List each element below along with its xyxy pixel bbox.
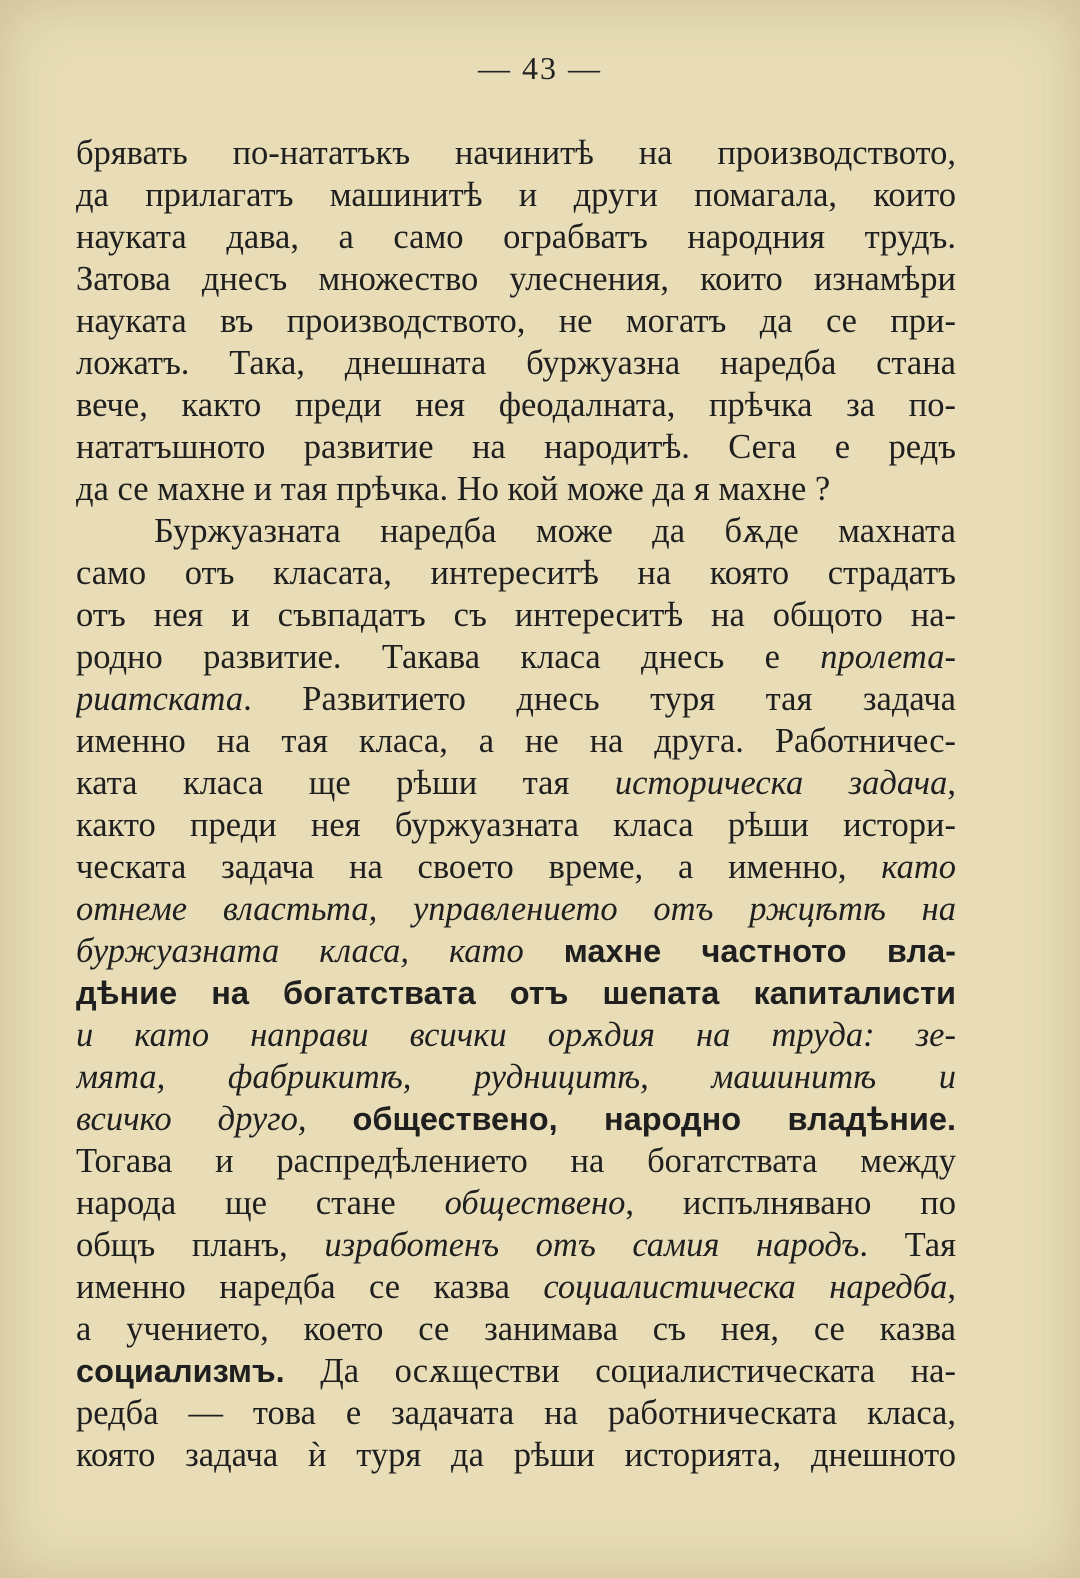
text-line [76,594,956,636]
text-line [76,426,956,468]
text-line [76,888,956,930]
italic-text: риатската [76,680,244,718]
italic-text: буржуазната класа, като [76,932,564,970]
text-segment: . Тая [859,1226,956,1264]
text-segment: както преди нея буржуазната класа рѣши истори- [76,806,956,844]
text-segment: родно развитие. Такава класа днесь е [76,638,821,676]
italic-text: пролета- [820,638,956,676]
text-line [76,300,956,342]
text-segment: Да осѫществи социалистическата на- [284,1352,956,1390]
text-segment: брявать по-нататъкъ начинитѣ на производството, [76,134,956,172]
text-segment: нататъшното развитие на народитѣ. Сега е редъ [76,428,956,466]
text-line [76,1266,956,1308]
text-line [76,1392,956,1434]
text-line [76,720,956,762]
text-line [76,762,956,804]
text-segment: само отъ класата, интереситѣ на която страдатъ [76,554,956,592]
text-segment: Тогава и распредѣлението на богатствата между [76,1142,956,1180]
text-line [76,468,956,510]
italic-text: всичко друго, [76,1100,353,1138]
bold-text: социализмъ. [76,1353,285,1389]
text-segment: а учението, което се занимава съ нея, се казва [76,1310,956,1348]
text-segment: общъ планъ, [76,1226,325,1264]
text-line [76,636,956,678]
text-segment: Буржуазната наредба може да бѫде махната [154,512,956,550]
body-text [76,132,956,1476]
italic-text: историческа задача [614,764,948,802]
text-segment: именно наредба се казва [76,1268,544,1306]
text-segment: да се махне и тая прѣчка. Но кой може да я махне ? [76,470,831,508]
text-line [76,384,956,426]
text-line [76,132,956,174]
text-line [76,510,956,552]
text-segment: , [947,1268,956,1306]
text-line [76,1140,956,1182]
text-segment: . Развитието днесь туря тая задача [243,680,956,718]
text-segment: науката въ производството, не могатъ да се при- [76,302,956,340]
italic-text: и като направи всички орѫдия на труда: зе- [76,1016,956,1054]
text-segment: ческата задача на своето време, а именно, [76,848,882,886]
text-line [76,846,956,888]
text-line [76,1434,956,1476]
italic-text: социалистическа наредба [543,1268,948,1306]
text-line [76,258,956,300]
text-segment: именно на тая класа, а не на друга. Работничес- [76,722,956,760]
bold-text: обществено, народно владѣние. [352,1101,956,1137]
text-line [76,1308,956,1350]
text-line [76,1098,956,1140]
text-segment: ката класа ще рѣши тая [76,764,615,802]
page-number: — 43 — [478,50,602,86]
text-line [76,342,956,384]
text-line [76,174,956,216]
text-line [76,1224,956,1266]
text-segment: отъ нея и съвпадатъ съ интереситѣ на общото на- [76,596,956,634]
text-segment: да прилагатъ машинитѣ и други помагала, които [76,176,956,214]
text-segment: , [947,764,956,802]
text-line [76,804,956,846]
text-segment: ложатъ. Така, днешната буржуазна наредба стана [76,344,956,382]
italic-text: изработенъ отъ самия народъ [324,1226,860,1264]
text-segment: народа ще стане [76,1184,445,1222]
text-line [76,1014,956,1056]
text-segment: вече, както преди нея феодалната, прѣчка за по- [76,386,956,424]
italic-text: като [881,848,956,886]
text-line [76,1350,956,1392]
bold-text: дѣние на богатствата отъ шепата капиталисти [76,975,956,1011]
italic-text: отнеме властьта, управлението отъ ржцѣтѣ на [76,890,956,928]
italic-text: обществено [444,1184,626,1222]
text-line [76,216,956,258]
text-line [76,678,956,720]
text-line [76,1182,956,1224]
text-line [76,930,956,972]
text-segment: , испълнявано по [625,1184,956,1222]
text-line [76,1056,956,1098]
text-segment: редба — това е задачата на работническата класа, [76,1394,956,1432]
italic-text: мята, фабрикитѣ, рудницитѣ, машинитѣ и [76,1058,956,1096]
text-segment: която задача ѝ туря да рѣши историята, днешното [76,1436,956,1474]
text-line [76,552,956,594]
text-line [76,972,956,1014]
text-segment: Затова днесъ множество улеснения, които изнамѣри [76,260,956,298]
text-segment: науката дава, а само ограбватъ народния трудъ. [76,218,956,256]
bold-text: махне частното вла- [563,933,956,969]
